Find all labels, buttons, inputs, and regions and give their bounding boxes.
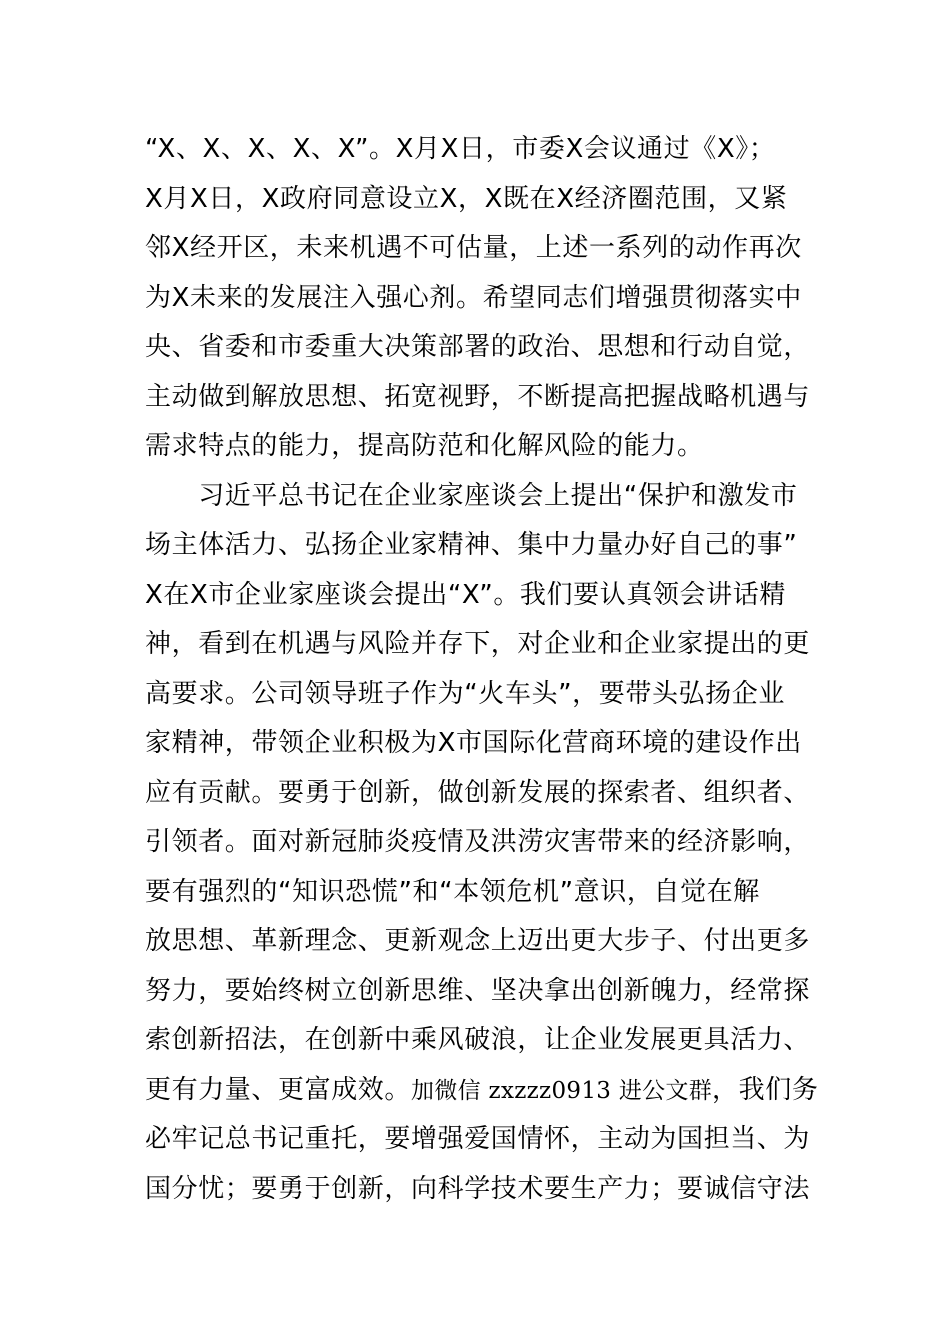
text-line: 习近平总书记在企业家座谈会上提出“保护和激发市: [145, 480, 798, 511]
text-line: 放思想、革新理念、更新观念上迈出更大步子、付出更多: [145, 926, 811, 956]
text-line: “X、X、X、X、X”。X月X日，市委X会议通过《X》；: [145, 134, 776, 164]
text-line: 索创新招法，在创新中乘风破浪，让企业发展更具活力、: [145, 1025, 811, 1055]
text-line: 主动做到解放思想、拓宽视野，不断提高把握战略机遇与: [145, 381, 811, 412]
text-line: 邻X经开区，未来机遇不可估量，上述一系列的动作再次: [145, 233, 802, 263]
text-line: [145, 1066, 819, 1116]
text-line: 要有强烈的“知识恐慌”和“本领危机”意识，自觉在解: [145, 876, 760, 907]
text-line: 场主体活力、弘扬企业家精神、集中力量办好自己的事”: [145, 530, 798, 560]
text-line: X月X日，X政府同意设立X，X既在X经济圈范围，又紧: [145, 183, 788, 214]
text-line: X在X市企业家座谈会提出“X”。我们要认真领会讲话精: [145, 579, 786, 610]
text-line: 神，看到在机遇与风险并存下，对企业和企业家提出的更: [145, 629, 811, 659]
text-line: 为X未来的发展注入强心剂。希望同志们增强贯彻落实中: [145, 282, 802, 313]
line-end-text: ，我们务: [712, 1074, 819, 1105]
text-line: 国分忧；要勇于创新，向科学技术要生产力；要诚信守法: [145, 1173, 811, 1204]
text-line: 引领者。面对新冠肺炎疫情及洪涝灾害带来的经济影响，: [145, 827, 811, 857]
text-line: 应有贡献。要勇于创新，做创新发展的探索者、组织者、: [145, 777, 811, 808]
text-line: 努力，要始终树立创新思维、坚决拿出创新魄力，经常探: [145, 975, 811, 1006]
text-line: 需求特点的能力，提高防范和化解风险的能力。: [145, 431, 704, 461]
text-line: 高要求。公司领导班子作为“火车头”，要带头弘扬企业: [145, 678, 785, 709]
body-text: [145, 125, 819, 1214]
line-start-text: 更有力量、更富成效。: [145, 1074, 412, 1105]
wechat-group-notice: 加微信 zxzzz0913 进公文群: [411, 1077, 713, 1104]
text-line: 家精神，带领企业积极为X市国际化营商环境的建设作出: [145, 728, 802, 758]
text-line: 必牢记总书记重托，要增强爱国情怀，主动为国担当、为: [145, 1124, 811, 1154]
text-line: 央、省委和市委重大决策部署的政治、思想和行动自觉，: [145, 332, 811, 362]
